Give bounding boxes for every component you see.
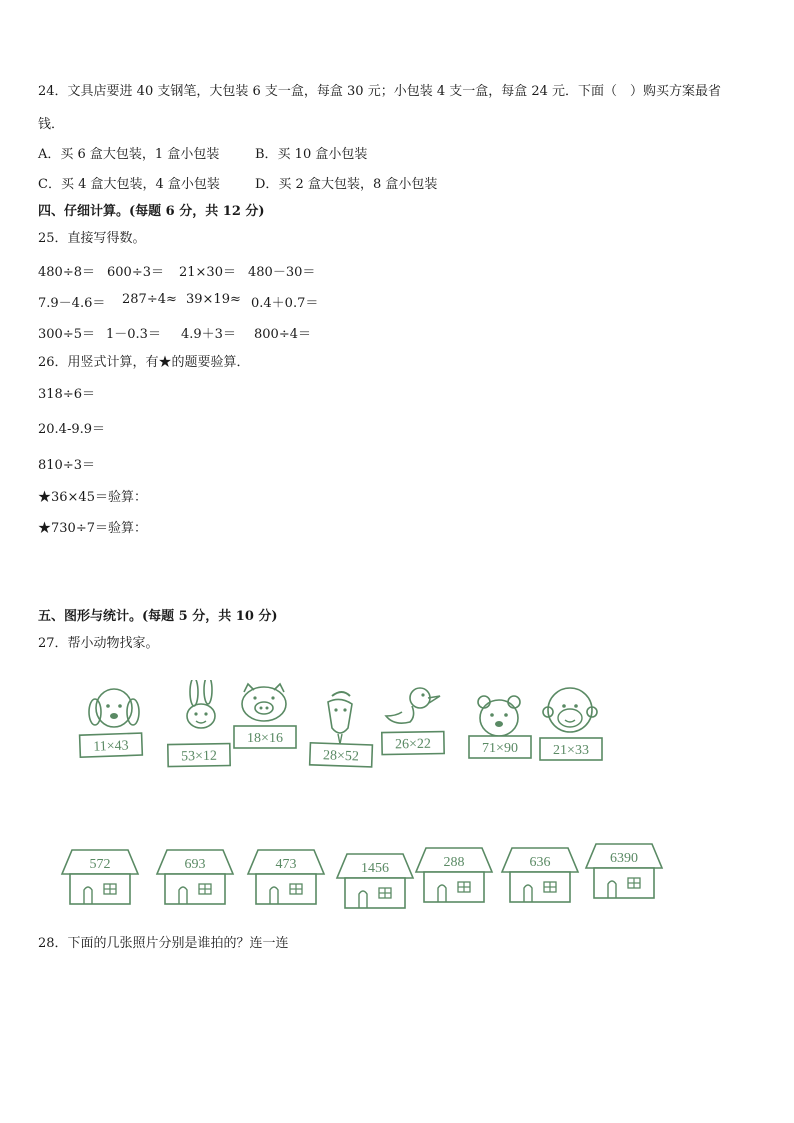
q26-item: 810÷3＝	[38, 458, 95, 473]
duck-icon	[386, 688, 440, 723]
animal-expression: 28×52	[322, 748, 360, 765]
q24-line1: 24．文具店要进 40 支钢笔，大包装 6 支一盒，每盒 30 元；小包装 4 支一盒，每盒 24 元．下面（ ）购买方案最省	[38, 84, 722, 99]
section-4-heading: 四、仔细计算。(每题 6 分，共 12 分)	[38, 204, 265, 219]
q25-expression: 0.4＋0.7＝	[251, 296, 319, 311]
q25-expression: 480÷8＝	[38, 265, 95, 280]
pig-card[interactable]	[232, 680, 306, 772]
q25-expression: 600÷3＝	[107, 265, 164, 280]
q24-line2: 钱．	[38, 117, 65, 132]
animal-expression: 21×33	[553, 743, 589, 758]
house[interactable]	[155, 846, 237, 908]
bear-icon	[478, 696, 520, 736]
q25-expression: 287÷4≈	[122, 292, 177, 307]
house[interactable]	[500, 844, 582, 906]
q25-expression: 39×19≈	[186, 292, 241, 307]
pig-icon	[242, 684, 286, 721]
q26-item: 318÷6＝	[38, 387, 95, 402]
house[interactable]	[584, 840, 666, 902]
house-number: 1456	[361, 861, 389, 876]
monkey-card[interactable]	[538, 684, 612, 776]
q25-expression: 1－0.3＝	[106, 327, 161, 342]
house-number: 6390	[610, 851, 638, 866]
house-number: 473	[275, 857, 297, 872]
house[interactable]	[246, 846, 328, 908]
animal-expression: 11×43	[93, 738, 129, 755]
animal-expression: 18×16	[247, 731, 283, 746]
q25-title: 25．直接写得数。	[38, 231, 146, 246]
animal-expression: 53×12	[180, 748, 218, 765]
q25-expression: 480－30＝	[248, 265, 316, 280]
q26-item-starred: ★36×45＝验算：	[38, 490, 147, 505]
q26-item-starred: ★730÷7＝验算：	[38, 521, 147, 536]
house-number: 693	[184, 857, 206, 872]
monkey-icon	[543, 688, 597, 732]
house-number: 636	[529, 855, 551, 870]
dog-card[interactable]	[78, 682, 152, 774]
q25-expression: 4.9＋3＝	[181, 327, 236, 342]
animal-expression: 71×90	[482, 741, 518, 756]
bear-card[interactable]	[467, 690, 541, 782]
house[interactable]	[60, 846, 142, 908]
q24-option-d: D．买 2 盒大包装，8 盒小包装	[255, 177, 438, 192]
animal-expression: 26×22	[394, 736, 432, 753]
rabbit-icon	[187, 680, 215, 728]
q24-option-c: C．买 4 盒大包装，4 盒小包装	[38, 177, 220, 192]
house-number: 572	[89, 857, 111, 872]
house[interactable]	[335, 850, 417, 912]
goat-icon	[328, 692, 352, 744]
dog-icon	[89, 689, 139, 727]
section-5-heading: 五、图形与统计。(每题 5 分，共 10 分)	[38, 609, 278, 624]
q26-item: 20.4-9.9＝	[38, 422, 106, 437]
house[interactable]	[414, 844, 496, 906]
q28-title: 28．下面的几张照片分别是谁拍的？连一连	[38, 936, 289, 951]
q24-option-b: B．买 10 盒小包装	[255, 147, 368, 162]
q25-expression: 21×30＝	[179, 265, 236, 280]
goat-card[interactable]	[308, 688, 382, 780]
house-number: 288	[443, 855, 465, 870]
q26-title: 26．用竖式计算，有★的题要验算．	[38, 355, 250, 370]
q25-expression: 300÷5＝	[38, 327, 95, 342]
duck-card[interactable]	[380, 682, 454, 774]
q24-option-a: A．买 6 盒大包装，1 盒小包装	[38, 147, 220, 162]
q27-title: 27．帮小动物找家。	[38, 636, 159, 651]
q25-expression: 800÷4＝	[254, 327, 311, 342]
q25-expression: 7.9－4.6＝	[38, 296, 106, 311]
rabbit-card[interactable]	[166, 680, 240, 772]
